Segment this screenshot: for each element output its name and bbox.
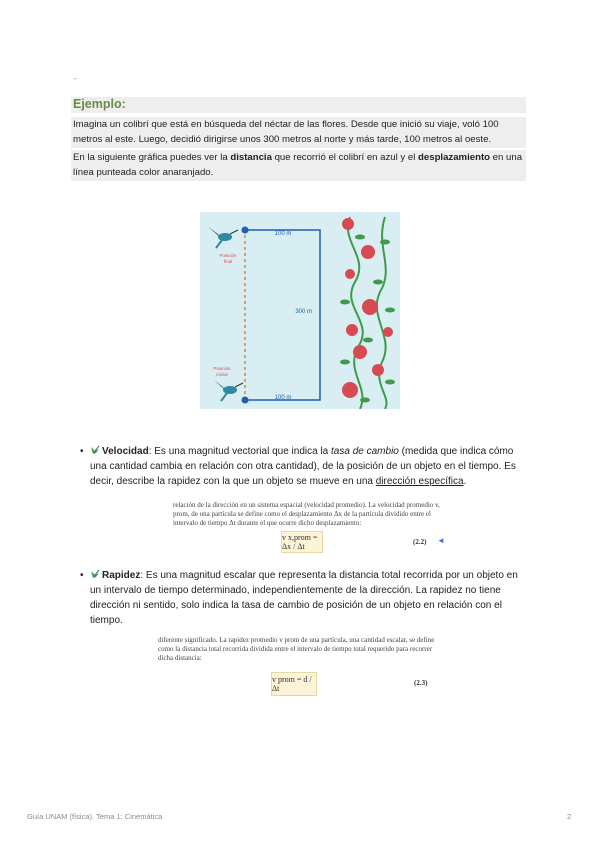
example-paragraph-2 <box>71 150 526 181</box>
final-position-label-1: Posición <box>219 253 237 258</box>
speed-text-1: : Es una magnitud escalar que representa la distancia total recorrida por un objeto en un intervalo de tiempo determinado, independientemente de la dirección. La rapidez no tiene dirección ni sentido, solo indica la tasa de cambio de posición de un objeto en relación con el tiempo. <box>90 570 518 626</box>
velocity-text-2: (medida que indica cómo una cantidad cambia en relación con otra cantidad), de la posición de un objeto en el tiempo. Es decir, describe la rapidez con la que un objeto se mueve en una <box>90 446 516 487</box>
velocity-snippet-text: relación de la dirección en un sistema espacial (velocidad promedio). La velocidad promedio v, prom, de una partícula se define como el desplazamiento Δx de la partícula dividido entre el intervalo de tiempo Δt durante el que ocurre dicho desplazamiento: <box>173 501 440 527</box>
velocity-formula-text: v x,prom = Δx / Δt <box>282 533 318 551</box>
distance-path <box>245 230 320 400</box>
hummingbird-icon <box>214 380 243 401</box>
paragraph-1-text: Imagina un colibrí que está en búsqueda del néctar de las flores. Desde que inició su viaje, voló 100 metros al este. Luego, decidió dirigirse unos 300 metros al norte y más tarde, 100 metros al oeste. <box>73 119 499 145</box>
speed-eq-number: (2.3) <box>414 679 428 687</box>
speed-term: Rapidez <box>102 570 141 581</box>
velocity-formula <box>281 531 323 553</box>
p2-text-a: En la siguiente gráfica puedes ver la <box>73 152 231 163</box>
speed-snippet-text: diferente significado. La rapidez promedio v prom de una partícula, una cantidad escalar, se define como la distancia total recorrida dividida entre el intervalo de tiempo total requerido para recorrer dicha distancia: <box>158 636 435 662</box>
speed-text <box>90 568 526 628</box>
top-mark: - <box>74 74 77 83</box>
velocity-text <box>90 444 526 489</box>
velocity-eq-number: (2.2) <box>413 538 427 546</box>
left-arrow-icon: ◄ <box>437 536 445 545</box>
direction-link[interactable]: dirección específica <box>375 476 464 487</box>
p2-text-c: que recorrió el colibrí en azul y el <box>271 152 419 163</box>
initial-position-label-1: Posición <box>213 366 231 371</box>
footer-title: Guía UNAM (física). Tema 1: Cinemática <box>27 812 163 821</box>
path-diagram <box>200 212 400 409</box>
initial-position-label-2: inicial <box>216 372 228 377</box>
flower-vine-decoration <box>340 217 395 409</box>
final-position-label-2: final <box>223 259 233 264</box>
right-segment-label: 300 m <box>295 309 312 315</box>
hummingbird-icon <box>208 227 238 248</box>
speed-formula-text: v prom = d / Δt <box>272 675 312 693</box>
bullet-dot: • <box>80 570 84 581</box>
displacement-term: desplazamiento <box>418 152 491 163</box>
example-heading-box <box>71 97 526 113</box>
p2-text-e: en una línea punteada color anaranjado. <box>73 152 523 178</box>
bottom-segment-label: 100 m <box>274 395 292 401</box>
start-point <box>242 397 249 404</box>
hummingbird-bullet-icon <box>90 445 100 455</box>
velocity-italic: tasa de cambio <box>331 446 399 457</box>
bullet-dot: • <box>80 446 84 457</box>
speed-formula <box>271 672 317 696</box>
page-number: 2 <box>567 812 572 821</box>
hummingbird-bullet-icon <box>90 569 100 579</box>
velocity-text-1: : Es una magnitud vectorial que indica la <box>148 446 332 457</box>
end-point <box>242 227 249 234</box>
distance-term: distancia <box>230 152 272 163</box>
top-segment-label: 100 m <box>274 231 292 237</box>
example-heading: Ejemplo: <box>73 97 126 111</box>
velocity-term: Velocidad <box>102 446 149 457</box>
velocity-text-3: . <box>463 476 467 487</box>
hummingbird-path-figure <box>200 212 400 409</box>
example-paragraph-1 <box>71 117 526 148</box>
